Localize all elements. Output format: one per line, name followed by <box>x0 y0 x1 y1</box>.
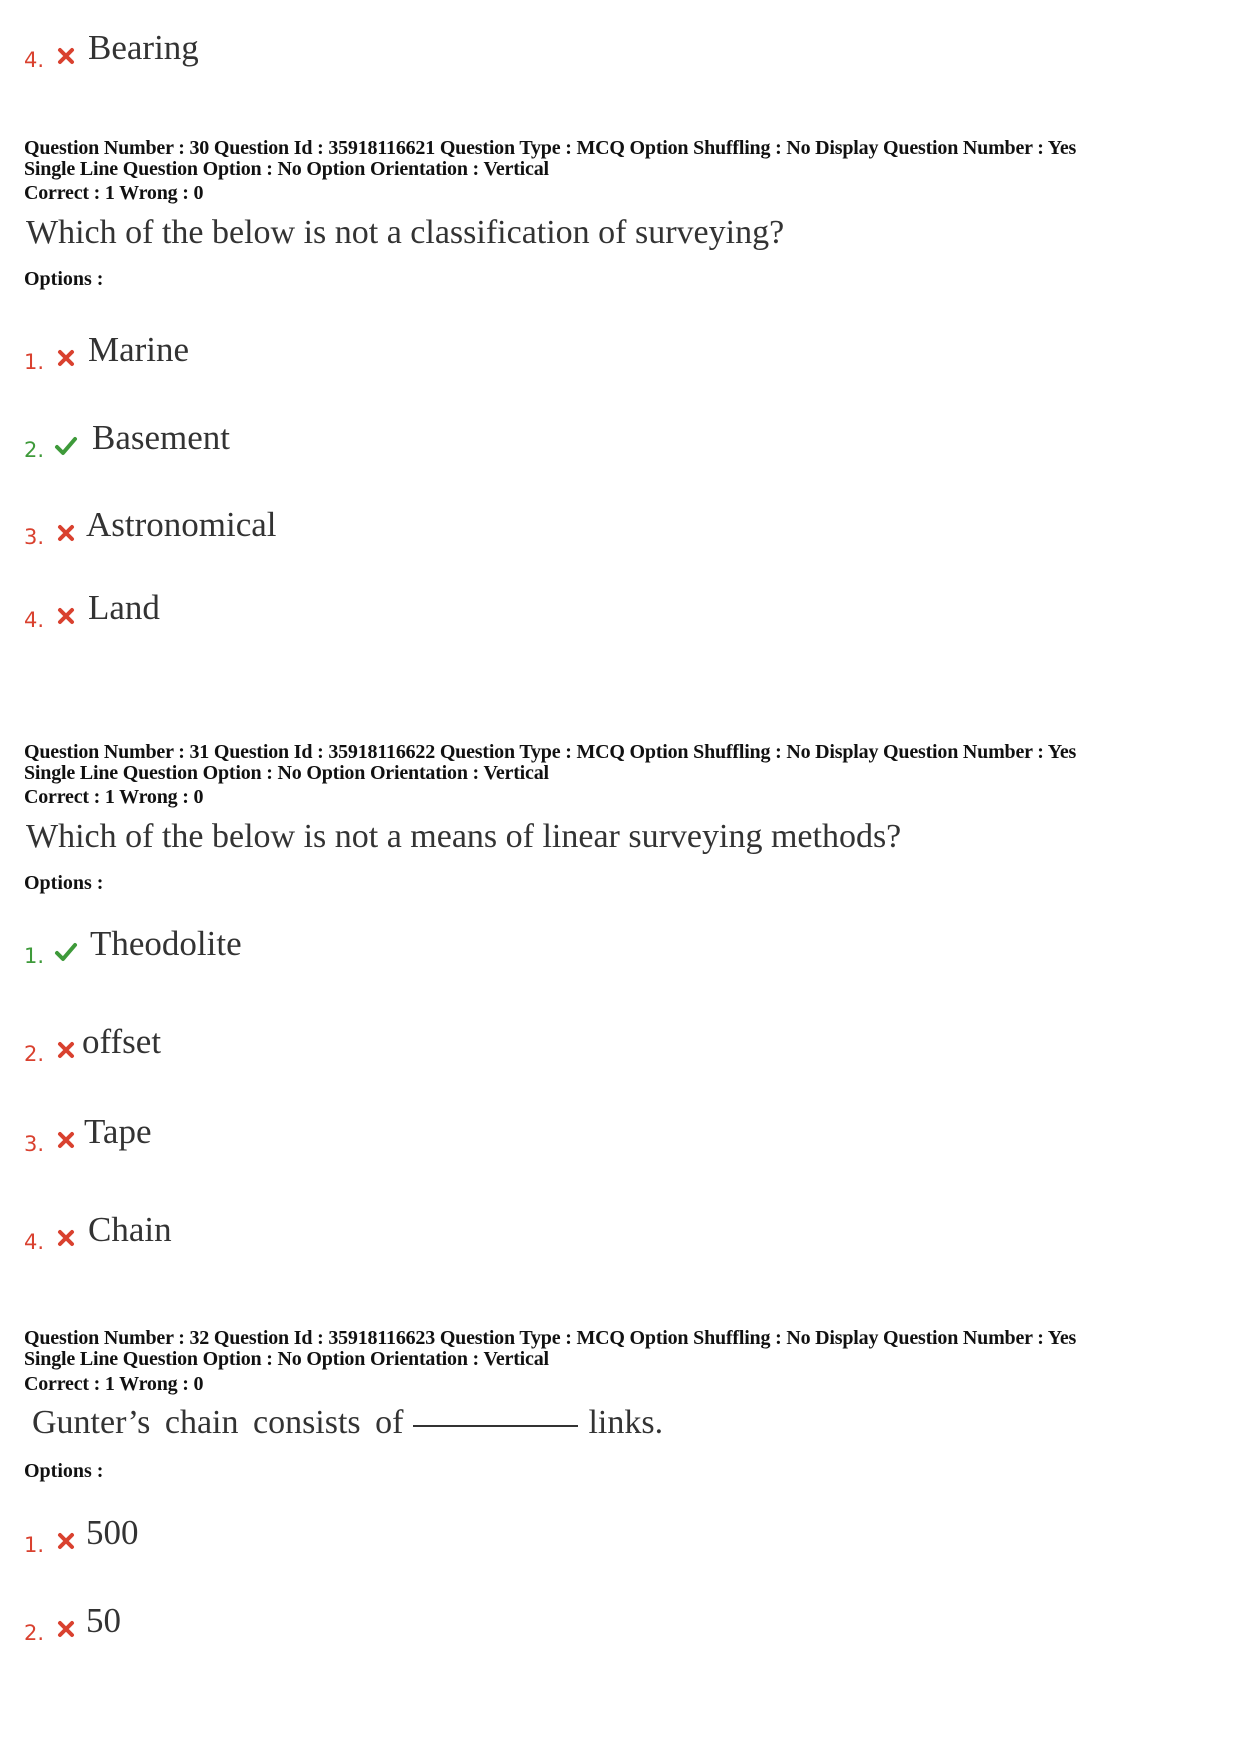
option-text: offset <box>82 1022 162 1061</box>
question-meta: Question Number : 31 Question Id : 35918116622 Question Type : MCQ Option Shuffling : No Display Question Number : Yes Single Line Question Option : No Option Orientation : Vertical <box>24 741 1077 784</box>
option-number: 1. <box>24 944 45 968</box>
blank-line <box>413 1425 578 1427</box>
option-number: 4. <box>24 1230 45 1254</box>
option-text: 500 <box>86 1513 139 1552</box>
question-marks: Correct : 1 Wrong : 0 <box>24 182 204 204</box>
options-label: Options : <box>24 268 104 290</box>
option-number: 1. <box>24 350 45 374</box>
question-text: Which of the below is not a classification of surveying? <box>26 214 785 251</box>
cross-icon <box>54 522 78 544</box>
cross-icon <box>54 1129 78 1151</box>
option-number: 4. <box>24 48 45 72</box>
cross-icon <box>54 1039 78 1061</box>
option-number: 2. <box>24 1621 45 1645</box>
question-marks: Correct : 1 Wrong : 0 <box>24 1373 204 1395</box>
option-text: 50 <box>86 1601 121 1640</box>
cross-icon <box>54 1530 78 1552</box>
option-text: Marine <box>88 330 190 369</box>
option-number: 2. <box>24 1042 45 1066</box>
cross-icon <box>54 45 78 67</box>
option-text: Tape <box>84 1112 152 1151</box>
cross-icon <box>54 605 78 627</box>
option-text: Land <box>88 588 160 627</box>
option-number: 3. <box>24 525 45 549</box>
question-meta: Question Number : 32 Question Id : 35918116623 Question Type : MCQ Option Shuffling : No Display Question Number : Yes Single Line Question Option : No Option Orientation : Vertical <box>24 1327 1077 1370</box>
option-text: Chain <box>88 1210 172 1249</box>
check-icon <box>54 941 78 963</box>
cross-icon <box>54 347 78 369</box>
check-icon <box>54 435 78 457</box>
option-number: 4. <box>24 608 45 632</box>
option-number: 2. <box>24 438 45 462</box>
question-meta: Question Number : 30 Question Id : 35918116621 Question Type : MCQ Option Shuffling : No Display Question Number : Yes Single Line Question Option : No Option Orientation : Vertical <box>24 137 1077 180</box>
question-text: Which of the below is not a means of linear surveying methods? <box>26 818 902 855</box>
option-text: Astronomical <box>86 505 277 544</box>
options-label: Options : <box>24 872 104 894</box>
option-text: Theodolite <box>90 924 242 963</box>
option-text: Bearing <box>88 28 199 67</box>
cross-icon <box>54 1227 78 1249</box>
question-marks: Correct : 1 Wrong : 0 <box>24 786 204 808</box>
option-number: 3. <box>24 1132 45 1156</box>
option-number: 1. <box>24 1533 45 1557</box>
option-text: Basement <box>92 418 231 457</box>
cross-icon <box>54 1618 78 1640</box>
question-text: Gunter’s chain consists of links. <box>32 1404 664 1441</box>
options-label: Options : <box>24 1460 104 1482</box>
